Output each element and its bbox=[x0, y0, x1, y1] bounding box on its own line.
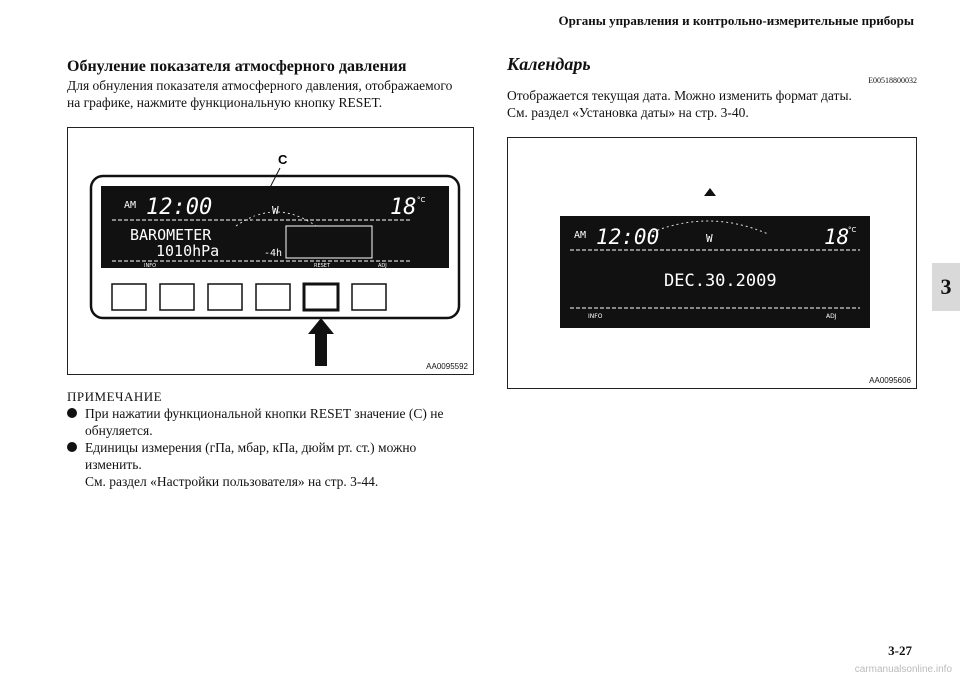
note-line: обнуляется. bbox=[85, 423, 153, 438]
bullet-dot bbox=[67, 408, 77, 418]
clock-time: 12:00 bbox=[146, 195, 213, 220]
calendar-figure bbox=[507, 137, 917, 389]
paragraph-line: Для обнуления показателя атмосферного давления, отображаемого bbox=[67, 78, 453, 93]
calendar-date: DEC.30.2009 bbox=[664, 271, 777, 291]
section-code: E00518800032 bbox=[868, 76, 917, 85]
paragraph-line: на графике, нажмите функциональную кнопку RESET. bbox=[67, 95, 383, 110]
compass-heading: W bbox=[706, 232, 713, 245]
section-heading-barometer-reset: Обнуление показателя атмосферного давления bbox=[67, 58, 407, 75]
section-heading-calendar: Календарь bbox=[507, 54, 591, 74]
am-indicator: AM bbox=[574, 230, 587, 241]
right-column bbox=[507, 54, 917, 389]
compass-heading: W bbox=[272, 204, 279, 217]
pressure-value: 1010hPa bbox=[156, 242, 220, 260]
reset-label: RESET bbox=[314, 263, 331, 269]
am-indicator: AM bbox=[124, 200, 137, 211]
info-label: INFO bbox=[588, 313, 603, 320]
barometer-paragraph bbox=[67, 77, 474, 111]
note-line: Единицы измерения (гПа, мбар, кПа, дюйм рт. ст.) можно bbox=[85, 440, 417, 455]
info-label: INFO bbox=[144, 263, 157, 269]
chapter-tab: 3 bbox=[932, 263, 960, 311]
graph-time-label: -4h bbox=[264, 248, 283, 259]
watermark: carmanualsonline.info bbox=[854, 664, 952, 675]
callout-c: C bbox=[278, 152, 288, 167]
adj-label: ADJ bbox=[826, 313, 837, 320]
figure-id: AA0095606 bbox=[869, 376, 911, 385]
running-header: Органы управления и контрольно-измерительные приборы bbox=[558, 13, 914, 28]
temperature-value: 18 bbox=[390, 195, 417, 220]
page-number: 3-27 bbox=[888, 643, 912, 658]
barometer-label: BAROMETER bbox=[130, 226, 212, 244]
note-bullet bbox=[67, 405, 474, 439]
adj-label: ADJ bbox=[378, 263, 387, 269]
note-line: изменить. bbox=[85, 457, 142, 472]
note-reference: См. раздел «Настройки пользователя» на стр. 3-44. bbox=[85, 474, 379, 489]
bullet-dot bbox=[67, 442, 77, 452]
note-title: ПРИМЕЧАНИЕ bbox=[67, 389, 163, 404]
temperature-value: 18 bbox=[824, 225, 850, 249]
temperature-unit: °C bbox=[417, 196, 426, 204]
left-column bbox=[67, 58, 474, 490]
barometer-display-illustration bbox=[68, 128, 473, 374]
note-line: При нажатии функциональной кнопки RESET значение (C) не bbox=[85, 406, 444, 421]
barometer-figure bbox=[67, 127, 474, 375]
calendar-display-illustration bbox=[508, 138, 916, 388]
temperature-unit: °C bbox=[848, 226, 857, 234]
note-bullet bbox=[67, 439, 474, 473]
paragraph-line: Отображается текущая дата. Можно изменить формат даты. bbox=[507, 88, 852, 103]
clock-time: 12:00 bbox=[596, 225, 660, 249]
paragraph-line: См. раздел «Установка даты» на стр. 3-40. bbox=[507, 105, 749, 120]
calendar-paragraph bbox=[507, 87, 917, 121]
reset-button-arrow bbox=[308, 318, 334, 366]
figure-id: AA0095592 bbox=[426, 362, 468, 371]
